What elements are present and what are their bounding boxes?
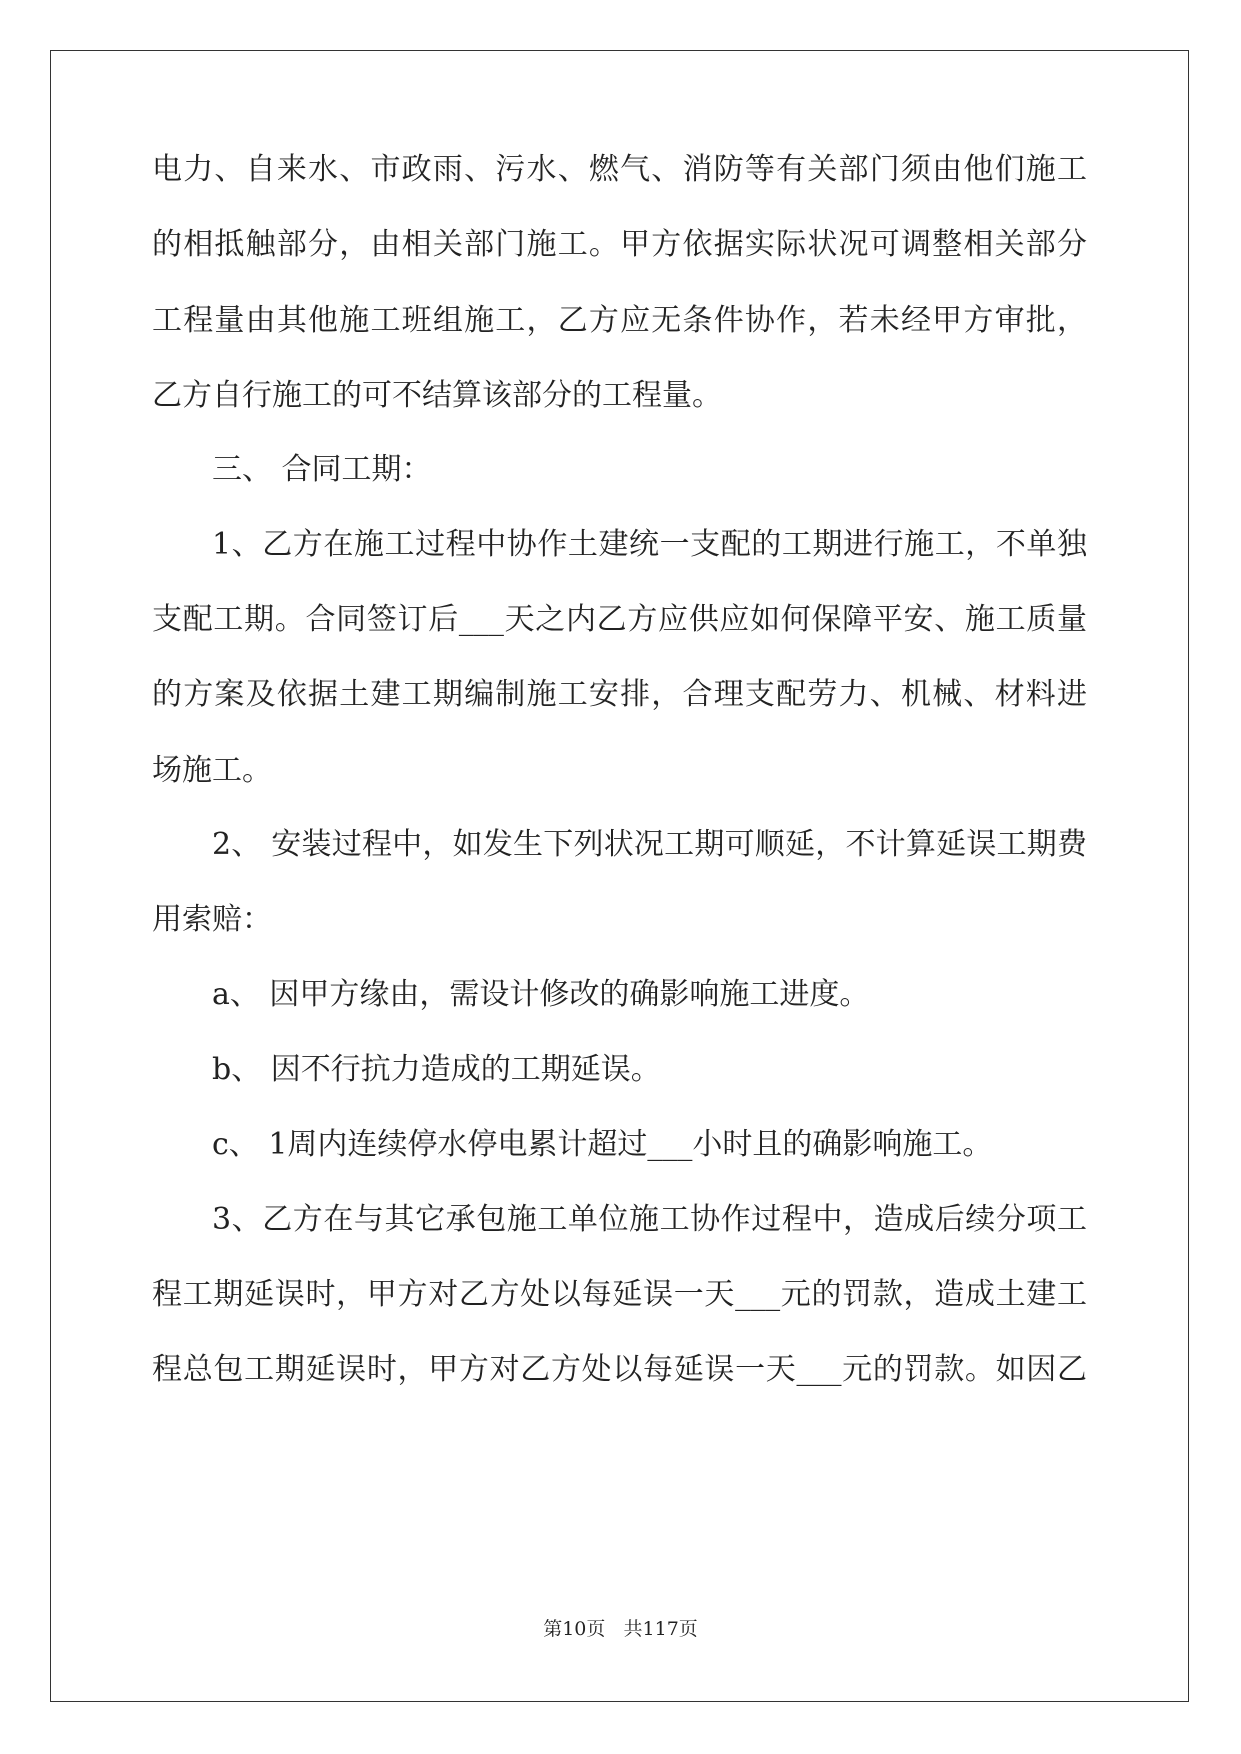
list-item: b、 因不行抗力造成的工期延误。 <box>212 1052 661 1087</box>
page-border <box>50 50 1189 1702</box>
text-line: 程工期延误时，甲方对乙方处以每延误一天___元的罚款，造成土建工 <box>152 1277 1087 1312</box>
text-line: 1、乙方在施工过程中协作土建统一支配的工期进行施工，不单独 <box>212 527 1087 562</box>
text-line: 2、 安装过程中，如发生下列状况工期可顺延，不计算延误工期费 <box>212 827 1087 862</box>
page-number: 第10页 共117页 <box>543 1618 698 1640</box>
text-line: 3、乙方在与其它承包施工单位施工协作过程中，造成后续分项工 <box>212 1202 1087 1237</box>
list-item: a、 因甲方缘由，需设计修改的确影响施工进度。 <box>212 977 870 1012</box>
text-line: 工程量由其他施工班组施工，乙方应无条件协作，若未经甲方审批， <box>152 303 1087 338</box>
text-line: 乙方自行施工的可不结算该部分的工程量。 <box>152 378 722 413</box>
text-line: 支配工期。合同签订后___天之内乙方应供应如何保障平安、施工质量 <box>152 602 1087 637</box>
text-line: 的方案及依据土建工期编制施工安排，合理支配劳力、机械、材料进 <box>152 677 1087 712</box>
text-line: 场施工。 <box>152 753 272 788</box>
text-line: 的相抵触部分，由相关部门施工。甲方依据实际状况可调整相关部分 <box>152 227 1087 262</box>
text-line: 用索赔： <box>152 902 272 937</box>
section-heading: 三、 合同工期： <box>212 452 432 487</box>
text-line: 电力、自来水、市政雨、污水、燃气、消防等有关部门须由他们施工 <box>152 152 1087 187</box>
list-item: c、 1周内连续停水停电累计超过___小时且的确影响施工。 <box>212 1127 993 1162</box>
text-line: 程总包工期延误时，甲方对乙方处以每延误一天___元的罚款。如因乙 <box>152 1352 1087 1387</box>
